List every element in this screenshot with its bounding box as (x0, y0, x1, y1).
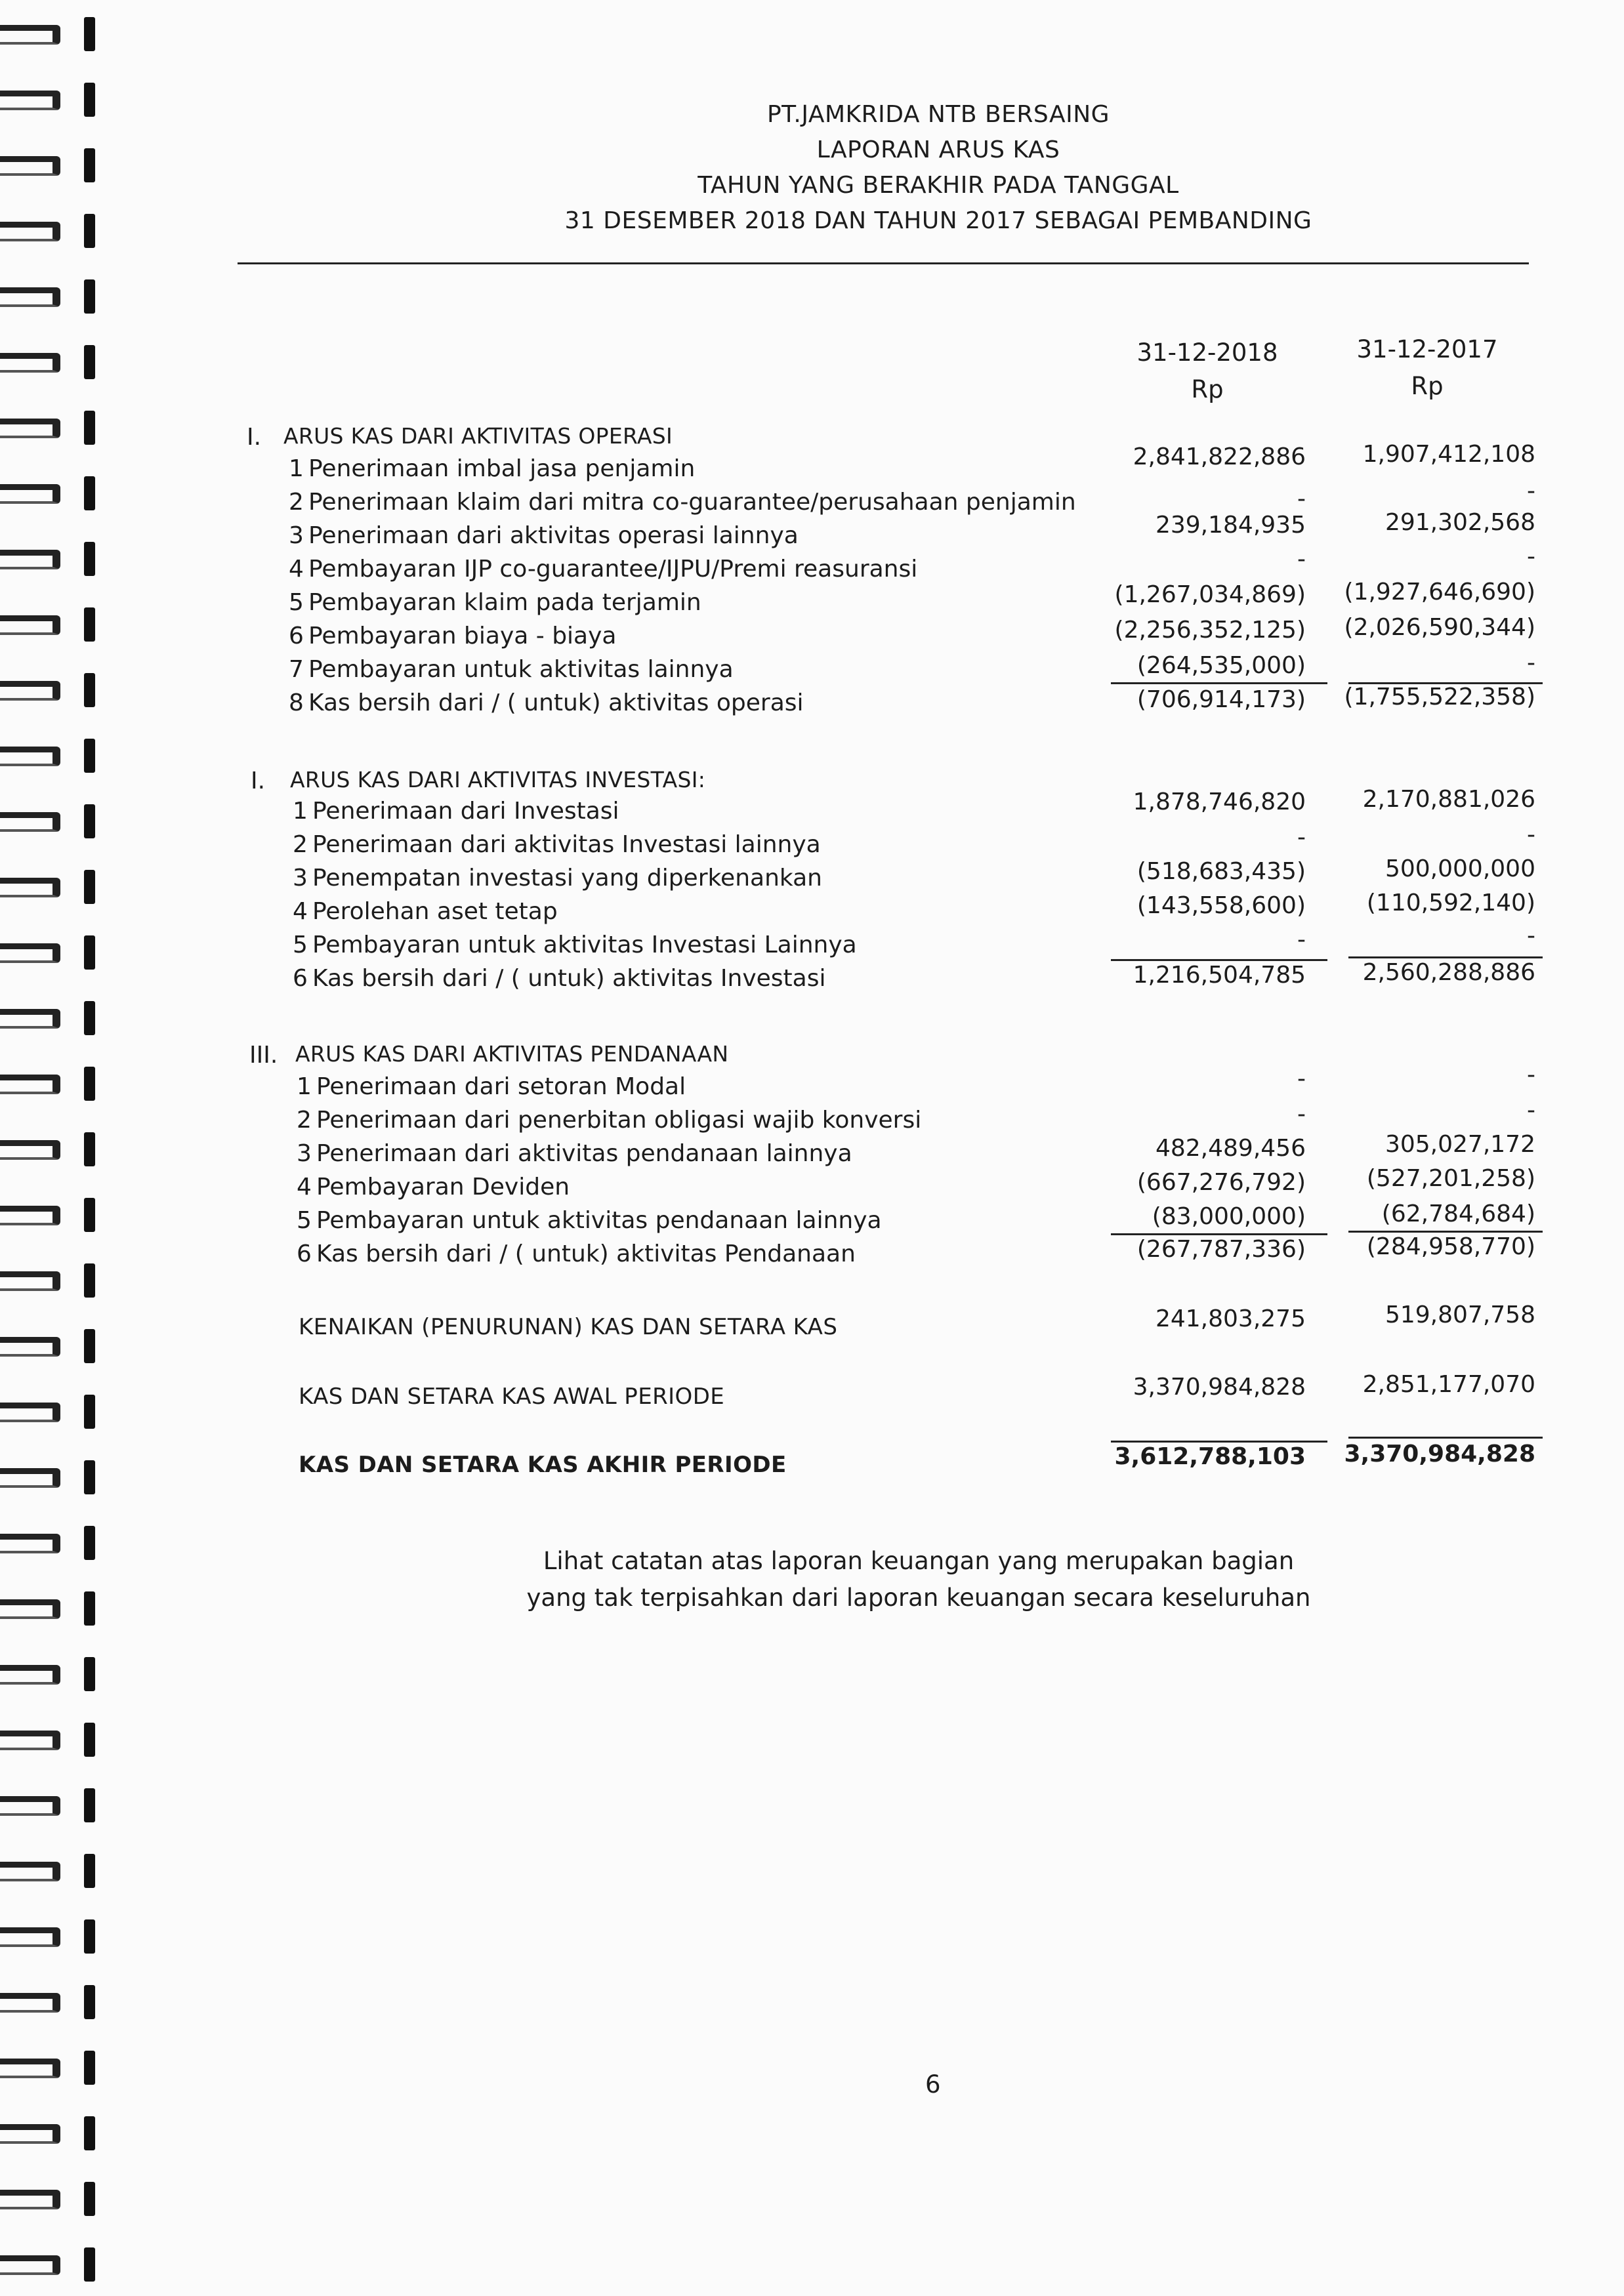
value-2017: - (1527, 543, 1535, 570)
binding-hole (84, 1460, 95, 1494)
value-2018: - (1297, 1065, 1306, 1092)
footnote-line1: Lihat catatan atas laporan keuangan yang merupakan bagian (543, 1547, 1295, 1575)
binding-coil (0, 1403, 60, 1422)
binding-coil (0, 1927, 60, 1947)
row-number: 1 (289, 455, 304, 482)
report-period-line1: TAHUN YANG BERAKHIR PADA TANGGAL (697, 172, 1179, 199)
report-header (367, 97, 1509, 239)
section-number-pendanaan: III. (249, 1042, 278, 1069)
footnote-line2: yang tak terpisahkan dari laporan keuangan secara keseluruhan (526, 1584, 1311, 1612)
row-label (289, 620, 616, 653)
binding-coil (0, 156, 60, 176)
binding-coil (0, 1468, 60, 1488)
binding-hole (84, 804, 95, 838)
row-label (293, 895, 558, 928)
binding-hole (84, 1395, 95, 1429)
value-2018: (143,558,600) (1136, 892, 1306, 919)
value-2017: - (1527, 821, 1535, 848)
binding-hole (84, 935, 95, 970)
binding-hole (84, 739, 95, 773)
row-text: Penerimaan dari penerbitan obligasi wajib konversi (316, 1107, 922, 1134)
row-number: 4 (293, 898, 308, 925)
value-2017: (284,958,770) (1366, 1233, 1535, 1260)
row-text: Pembayaran klaim pada terjamin (308, 589, 701, 616)
row-label (289, 687, 804, 720)
row-label (297, 1104, 921, 1137)
value-2017: 500,000,000 (1385, 855, 1535, 882)
binding-hole (84, 2116, 95, 2150)
binding-coil (0, 1993, 60, 2013)
binding-hole (84, 2182, 95, 2216)
row-number: 7 (289, 656, 304, 683)
binding-coil (0, 943, 60, 963)
section-title-operasi: ARUS KAS DARI AKTIVITAS OPERASI (283, 423, 673, 449)
footnote (459, 1543, 1378, 1616)
row-number: 4 (289, 556, 304, 583)
binding-coil (0, 2190, 60, 2209)
binding-hole (84, 1788, 95, 1822)
binding-coil (0, 1206, 60, 1225)
binding-coil (0, 1337, 60, 1357)
company-name: PT.JAMKRIDA NTB BERSAING (766, 101, 1110, 128)
binding-hole (84, 148, 95, 182)
column-date-2017: 31-12-2017 (1356, 335, 1498, 363)
value-2017: (527,201,258) (1366, 1165, 1535, 1192)
binding-coil (0, 1534, 60, 1553)
value-2017: - (1527, 1061, 1535, 1088)
value-2017: 291,302,568 (1385, 509, 1535, 536)
binding-coil (0, 1075, 60, 1094)
row-label (289, 553, 917, 586)
binding-coil (0, 25, 60, 45)
binding-hole (84, 279, 95, 314)
row-number: 3 (289, 522, 304, 549)
row-number: 5 (297, 1207, 312, 1234)
row-label (297, 1171, 570, 1204)
binding-hole (84, 2247, 95, 2282)
binding-hole (84, 1657, 95, 1691)
subtotal-line-pendanaan-2017 (1348, 1231, 1543, 1233)
section-title-pendanaan: ARUS KAS DARI AKTIVITAS PENDANAAN (295, 1041, 729, 1067)
value-2017: 2,560,288,886 (1362, 959, 1535, 986)
row-text: Penerimaan dari aktivitas operasi lainnya (308, 522, 799, 549)
value-2018: 239,184,935 (1155, 512, 1306, 539)
value-2018: 2,841,822,886 (1133, 443, 1306, 470)
value-2018: (518,683,435) (1136, 858, 1306, 885)
binding-coil (0, 1731, 60, 1750)
binding-coil (0, 1599, 60, 1619)
row-label (289, 453, 695, 485)
row-number: 3 (293, 865, 308, 892)
binding-hole (84, 345, 95, 379)
binding-coil (0, 2059, 60, 2078)
row-text: Pembayaran untuk aktivitas lainnya (308, 656, 734, 683)
binding-hole (84, 476, 95, 510)
value-2018: (264,535,000) (1136, 652, 1306, 679)
value-2018: (83,000,000) (1152, 1203, 1306, 1230)
row-number: 8 (289, 689, 304, 716)
column-date-2018: 31-12-2018 (1136, 338, 1278, 367)
row-label (293, 929, 857, 962)
kenaikan-label: KENAIKAN (PENURUNAN) KAS DAN SETARA KAS (299, 1314, 838, 1340)
column-unit-2018: Rp (1191, 375, 1224, 403)
binding-coil (0, 550, 60, 569)
binding-hole (84, 1067, 95, 1101)
kenaikan-2018: 241,803,275 (1155, 1305, 1306, 1332)
value-2018: - (1297, 485, 1306, 512)
row-text: Penerimaan dari setoran Modal (316, 1073, 686, 1100)
row-text: Pembayaran IJP co-guarantee/IJPU/Premi reasuransi (308, 556, 918, 583)
row-number: 2 (289, 489, 304, 516)
value-2017: - (1527, 1097, 1535, 1124)
value-2018: (1,267,034,869) (1114, 581, 1306, 608)
row-text: Perolehan aset tetap (312, 898, 558, 925)
value-2017: - (1527, 478, 1535, 504)
binding-hole (84, 1263, 95, 1298)
value-2018: 482,489,456 (1155, 1135, 1306, 1162)
awal-2018: 3,370,984,828 (1133, 1374, 1306, 1401)
row-text: Penerimaan dari aktivitas pendanaan lainnya (316, 1140, 852, 1167)
value-2018: - (1297, 824, 1306, 851)
akhir-2018: 3,612,788,103 (1114, 1443, 1306, 1470)
row-number: 4 (297, 1174, 312, 1200)
value-2018: - (1297, 1101, 1306, 1128)
binding-hole (84, 1919, 95, 1954)
binding-coil (0, 1665, 60, 1685)
subtotal-line-investasi-2017 (1348, 956, 1543, 958)
binding-hole (84, 411, 95, 445)
binding-hole (84, 214, 95, 248)
binding-hole (84, 83, 95, 117)
binding-coil (0, 747, 60, 766)
binding-coil (0, 1140, 60, 1160)
value-2017: - (1527, 922, 1535, 949)
report-period-line2: 31 DESEMBER 2018 DAN TAHUN 2017 SEBAGAI PEMBANDING (564, 207, 1312, 234)
row-label (289, 586, 701, 619)
binding-coil (0, 2255, 60, 2275)
row-label (297, 1238, 856, 1271)
binding-coil (0, 681, 60, 701)
value-2018: 1,216,504,785 (1133, 962, 1306, 989)
row-number: 6 (289, 623, 304, 649)
row-number: 3 (297, 1140, 312, 1167)
row-number: 6 (297, 1240, 312, 1267)
row-label (289, 486, 1076, 519)
row-text: Pembayaran biaya - biaya (308, 623, 617, 649)
value-2018: - (1297, 926, 1306, 953)
row-text: Penerimaan dari aktivitas Investasi lainnya (312, 831, 821, 858)
value-2018: 1,878,746,820 (1133, 789, 1306, 815)
spiral-binding (0, 0, 125, 2296)
binding-hole (84, 1132, 95, 1166)
value-2018: - (1297, 546, 1306, 573)
binding-coil (0, 91, 60, 110)
binding-hole (84, 1526, 95, 1560)
binding-hole (84, 1985, 95, 2019)
row-text: Kas bersih dari / ( untuk) aktivitas Pendanaan (316, 1240, 856, 1267)
subtotal-line-operasi-2018 (1111, 682, 1327, 684)
page-number: 6 (925, 2070, 941, 2099)
binding-coil (0, 1271, 60, 1291)
subtotal-line-investasi-2018 (1111, 959, 1327, 961)
column-header-2017 (1335, 331, 1519, 405)
value-2017: 1,907,412,108 (1362, 441, 1535, 468)
binding-hole (84, 17, 95, 51)
binding-hole (84, 1329, 95, 1363)
row-label (289, 520, 799, 552)
header-rule (238, 262, 1529, 264)
binding-hole (84, 542, 95, 576)
row-number: 2 (293, 831, 308, 858)
binding-coil (0, 353, 60, 373)
binding-hole (84, 870, 95, 904)
binding-hole (84, 2051, 95, 2085)
row-text: Pembayaran untuk aktivitas Investasi Lainnya (312, 932, 857, 958)
value-2018: (2,256,352,125) (1114, 617, 1306, 644)
row-number: 2 (297, 1107, 312, 1134)
value-2018: (667,276,792) (1136, 1169, 1306, 1196)
section-number-operasi: I. (247, 424, 262, 451)
value-2018: (267,787,336) (1136, 1236, 1306, 1263)
subtotal-line-pendanaan-2018 (1111, 1233, 1327, 1235)
row-label (297, 1138, 852, 1170)
column-header-2018 (1115, 335, 1299, 408)
row-number: 5 (293, 932, 308, 958)
binding-coil (0, 1796, 60, 1816)
row-number: 6 (293, 965, 308, 992)
row-text: Penerimaan dari Investasi (312, 798, 619, 825)
binding-coil (0, 615, 60, 635)
row-label (293, 795, 619, 828)
binding-coil (0, 222, 60, 241)
section-number-investasi: I. (251, 768, 266, 794)
binding-coil (0, 1862, 60, 1881)
row-number: 1 (297, 1073, 312, 1100)
awal-2017: 2,851,177,070 (1362, 1371, 1535, 1398)
row-text: Penempatan investasi yang diperkenankan (312, 865, 822, 892)
row-label (293, 962, 825, 995)
row-number: 5 (289, 589, 304, 616)
binding-hole (84, 1591, 95, 1626)
row-text: Penerimaan imbal jasa penjamin (308, 455, 696, 482)
row-text: Kas bersih dari / ( untuk) aktivitas Investasi (312, 965, 826, 992)
binding-hole (84, 1723, 95, 1757)
binding-hole (84, 1198, 95, 1232)
section-title-investasi: ARUS KAS DARI AKTIVITAS INVESTASI: (290, 767, 706, 792)
binding-hole (84, 607, 95, 642)
akhir-label: KAS DAN SETARA KAS AKHIR PERIODE (299, 1452, 787, 1478)
value-2017: (2,026,590,344) (1344, 614, 1535, 641)
value-2017: 2,170,881,026 (1362, 786, 1535, 813)
value-2018: (706,914,173) (1136, 686, 1306, 713)
value-2017: (110,592,140) (1366, 890, 1535, 916)
binding-coil (0, 287, 60, 307)
akhir-2017: 3,370,984,828 (1344, 1441, 1535, 1467)
binding-coil (0, 419, 60, 438)
binding-coil (0, 812, 60, 832)
row-label (297, 1071, 686, 1103)
row-number: 1 (293, 798, 308, 825)
binding-hole (84, 673, 95, 707)
subtotal-line-operasi-2017 (1348, 682, 1543, 684)
kenaikan-2017: 519,807,758 (1385, 1302, 1535, 1328)
column-unit-2017: Rp (1411, 372, 1444, 400)
row-text: Pembayaran Deviden (316, 1174, 570, 1200)
binding-hole (84, 1854, 95, 1888)
binding-coil (0, 878, 60, 897)
row-label (289, 653, 734, 686)
row-label (293, 862, 822, 895)
value-2017: 305,027,172 (1385, 1131, 1535, 1158)
row-text: Kas bersih dari / ( untuk) aktivitas operasi (308, 689, 804, 716)
row-text: Pembayaran untuk aktivitas pendanaan lainnya (316, 1207, 882, 1234)
row-label (297, 1204, 882, 1237)
row-label (293, 829, 821, 861)
binding-coil (0, 484, 60, 504)
report-title: LAPORAN ARUS KAS (816, 136, 1060, 163)
binding-coil (0, 2124, 60, 2144)
binding-coil (0, 1009, 60, 1029)
value-2017: (1,755,522,358) (1344, 684, 1535, 710)
awal-label: KAS DAN SETARA KAS AWAL PERIODE (299, 1384, 725, 1410)
binding-hole (84, 1001, 95, 1035)
value-2017: - (1527, 649, 1535, 676)
value-2017: (62,784,684) (1381, 1200, 1535, 1227)
value-2017: (1,927,646,690) (1344, 579, 1535, 605)
row-text: Penerimaan klaim dari mitra co-guarantee/perusahaan penjamin (308, 489, 1076, 516)
